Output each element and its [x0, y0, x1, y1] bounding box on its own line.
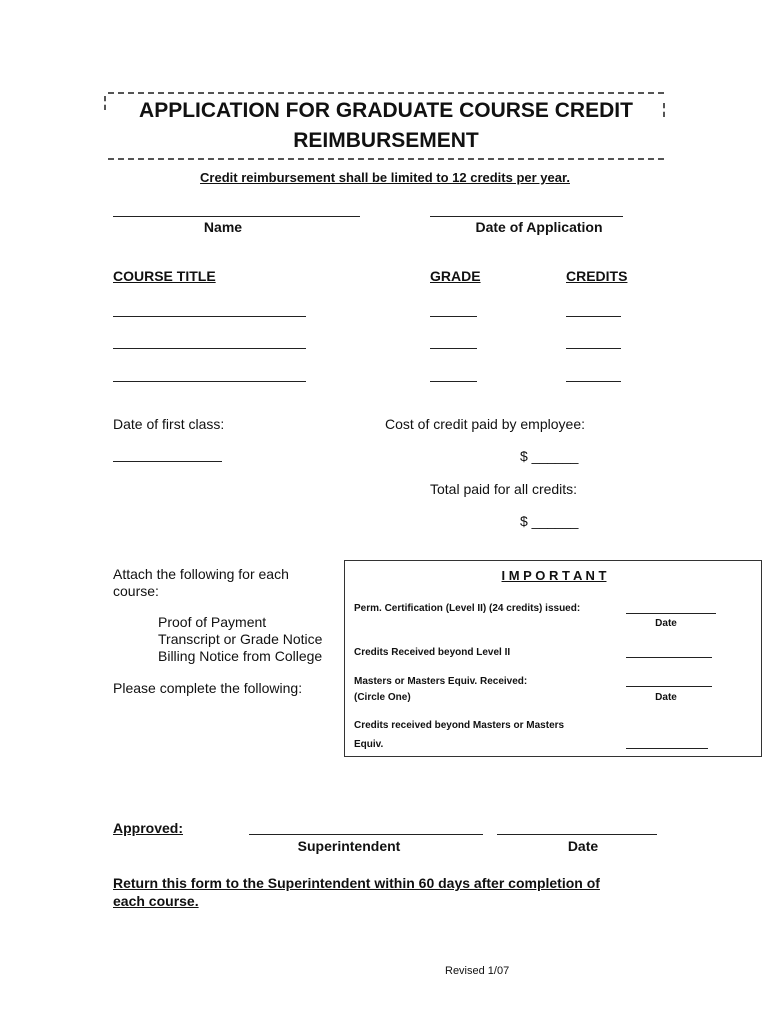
credits-beyond-level2-label: Credits Received beyond Level II [354, 647, 511, 658]
grade-field[interactable] [430, 348, 477, 349]
list-item: Billing Notice from College [158, 648, 323, 664]
form-title-line2: REIMBURSEMENT [293, 129, 479, 152]
credits-field[interactable] [566, 348, 621, 349]
return-instructions [113, 874, 600, 910]
form-title [108, 96, 664, 156]
approval-date-line[interactable] [497, 834, 657, 835]
masters-received-label: Masters or Masters Equiv. Received: [354, 676, 528, 687]
cost-per-credit-label: Cost of credit paid by employee: [385, 416, 585, 432]
name-label: Name [203, 219, 243, 235]
revision-note: Revised 1/07 [445, 965, 510, 977]
superintendent-label: Superintendent [297, 838, 401, 854]
equiv-label: Equiv. [354, 739, 384, 750]
list-item: Proof of Payment [158, 614, 267, 630]
masters-received-date-field[interactable] [626, 686, 712, 687]
course-title-field[interactable] [113, 348, 306, 349]
return-line2: each course. [113, 893, 199, 909]
attach-list [158, 614, 322, 665]
masters-date-label: Date [655, 692, 677, 703]
grade-header: GRADE [430, 268, 481, 284]
return-line1: Return this form to the Superintendent within 60 days after completion of [113, 875, 600, 891]
credits-beyond-masters-label: Credits received beyond Masters or Masters [354, 720, 565, 731]
perm-cert-date-field[interactable] [626, 613, 716, 614]
credit-limit-note: Credit reimbursement shall be limited to 12 credits per year. [200, 170, 570, 185]
course-title-field[interactable] [113, 381, 306, 382]
circle-one-label: (Circle One) [354, 692, 411, 703]
perm-cert-date-label: Date [655, 618, 677, 629]
approval-date-label: Date [567, 838, 599, 854]
date-first-class-field[interactable] [113, 461, 222, 462]
credits-beyond-level2-field[interactable] [626, 657, 712, 658]
cost-per-credit-field[interactable]: $ ______ [520, 448, 579, 464]
course-title-header: COURSE TITLE [113, 268, 216, 284]
superintendent-signature-line[interactable] [249, 834, 483, 835]
attach-instructions [113, 566, 289, 600]
date-of-application-label: Date of Application [475, 219, 603, 235]
approved-label: Approved: [113, 820, 183, 836]
grade-field[interactable] [430, 316, 477, 317]
please-complete-label: Please complete the following: [113, 680, 303, 696]
credits-header: CREDITS [566, 268, 628, 284]
total-paid-field[interactable]: $ ______ [520, 513, 579, 529]
credits-beyond-masters-field[interactable] [626, 748, 708, 749]
list-item: Transcript or Grade Notice [158, 631, 323, 647]
date-first-class-label: Date of first class: [113, 416, 225, 432]
credits-field[interactable] [566, 316, 621, 317]
name-field-line[interactable] [113, 216, 360, 217]
important-heading: I M P O R T A N T [501, 568, 607, 583]
total-paid-label: Total paid for all credits: [430, 481, 578, 497]
form-title-line1: APPLICATION FOR GRADUATE COURSE CREDIT [139, 99, 633, 122]
grade-field[interactable] [430, 381, 477, 382]
perm-cert-label: Perm. Certification (Level II) (24 credits) issued: [354, 603, 581, 614]
attach-label-line2: course: [113, 583, 159, 599]
date-of-application-field-line[interactable] [430, 216, 623, 217]
credits-field[interactable] [566, 381, 621, 382]
course-title-field[interactable] [113, 316, 306, 317]
attach-label-line1: Attach the following for each [113, 566, 289, 582]
